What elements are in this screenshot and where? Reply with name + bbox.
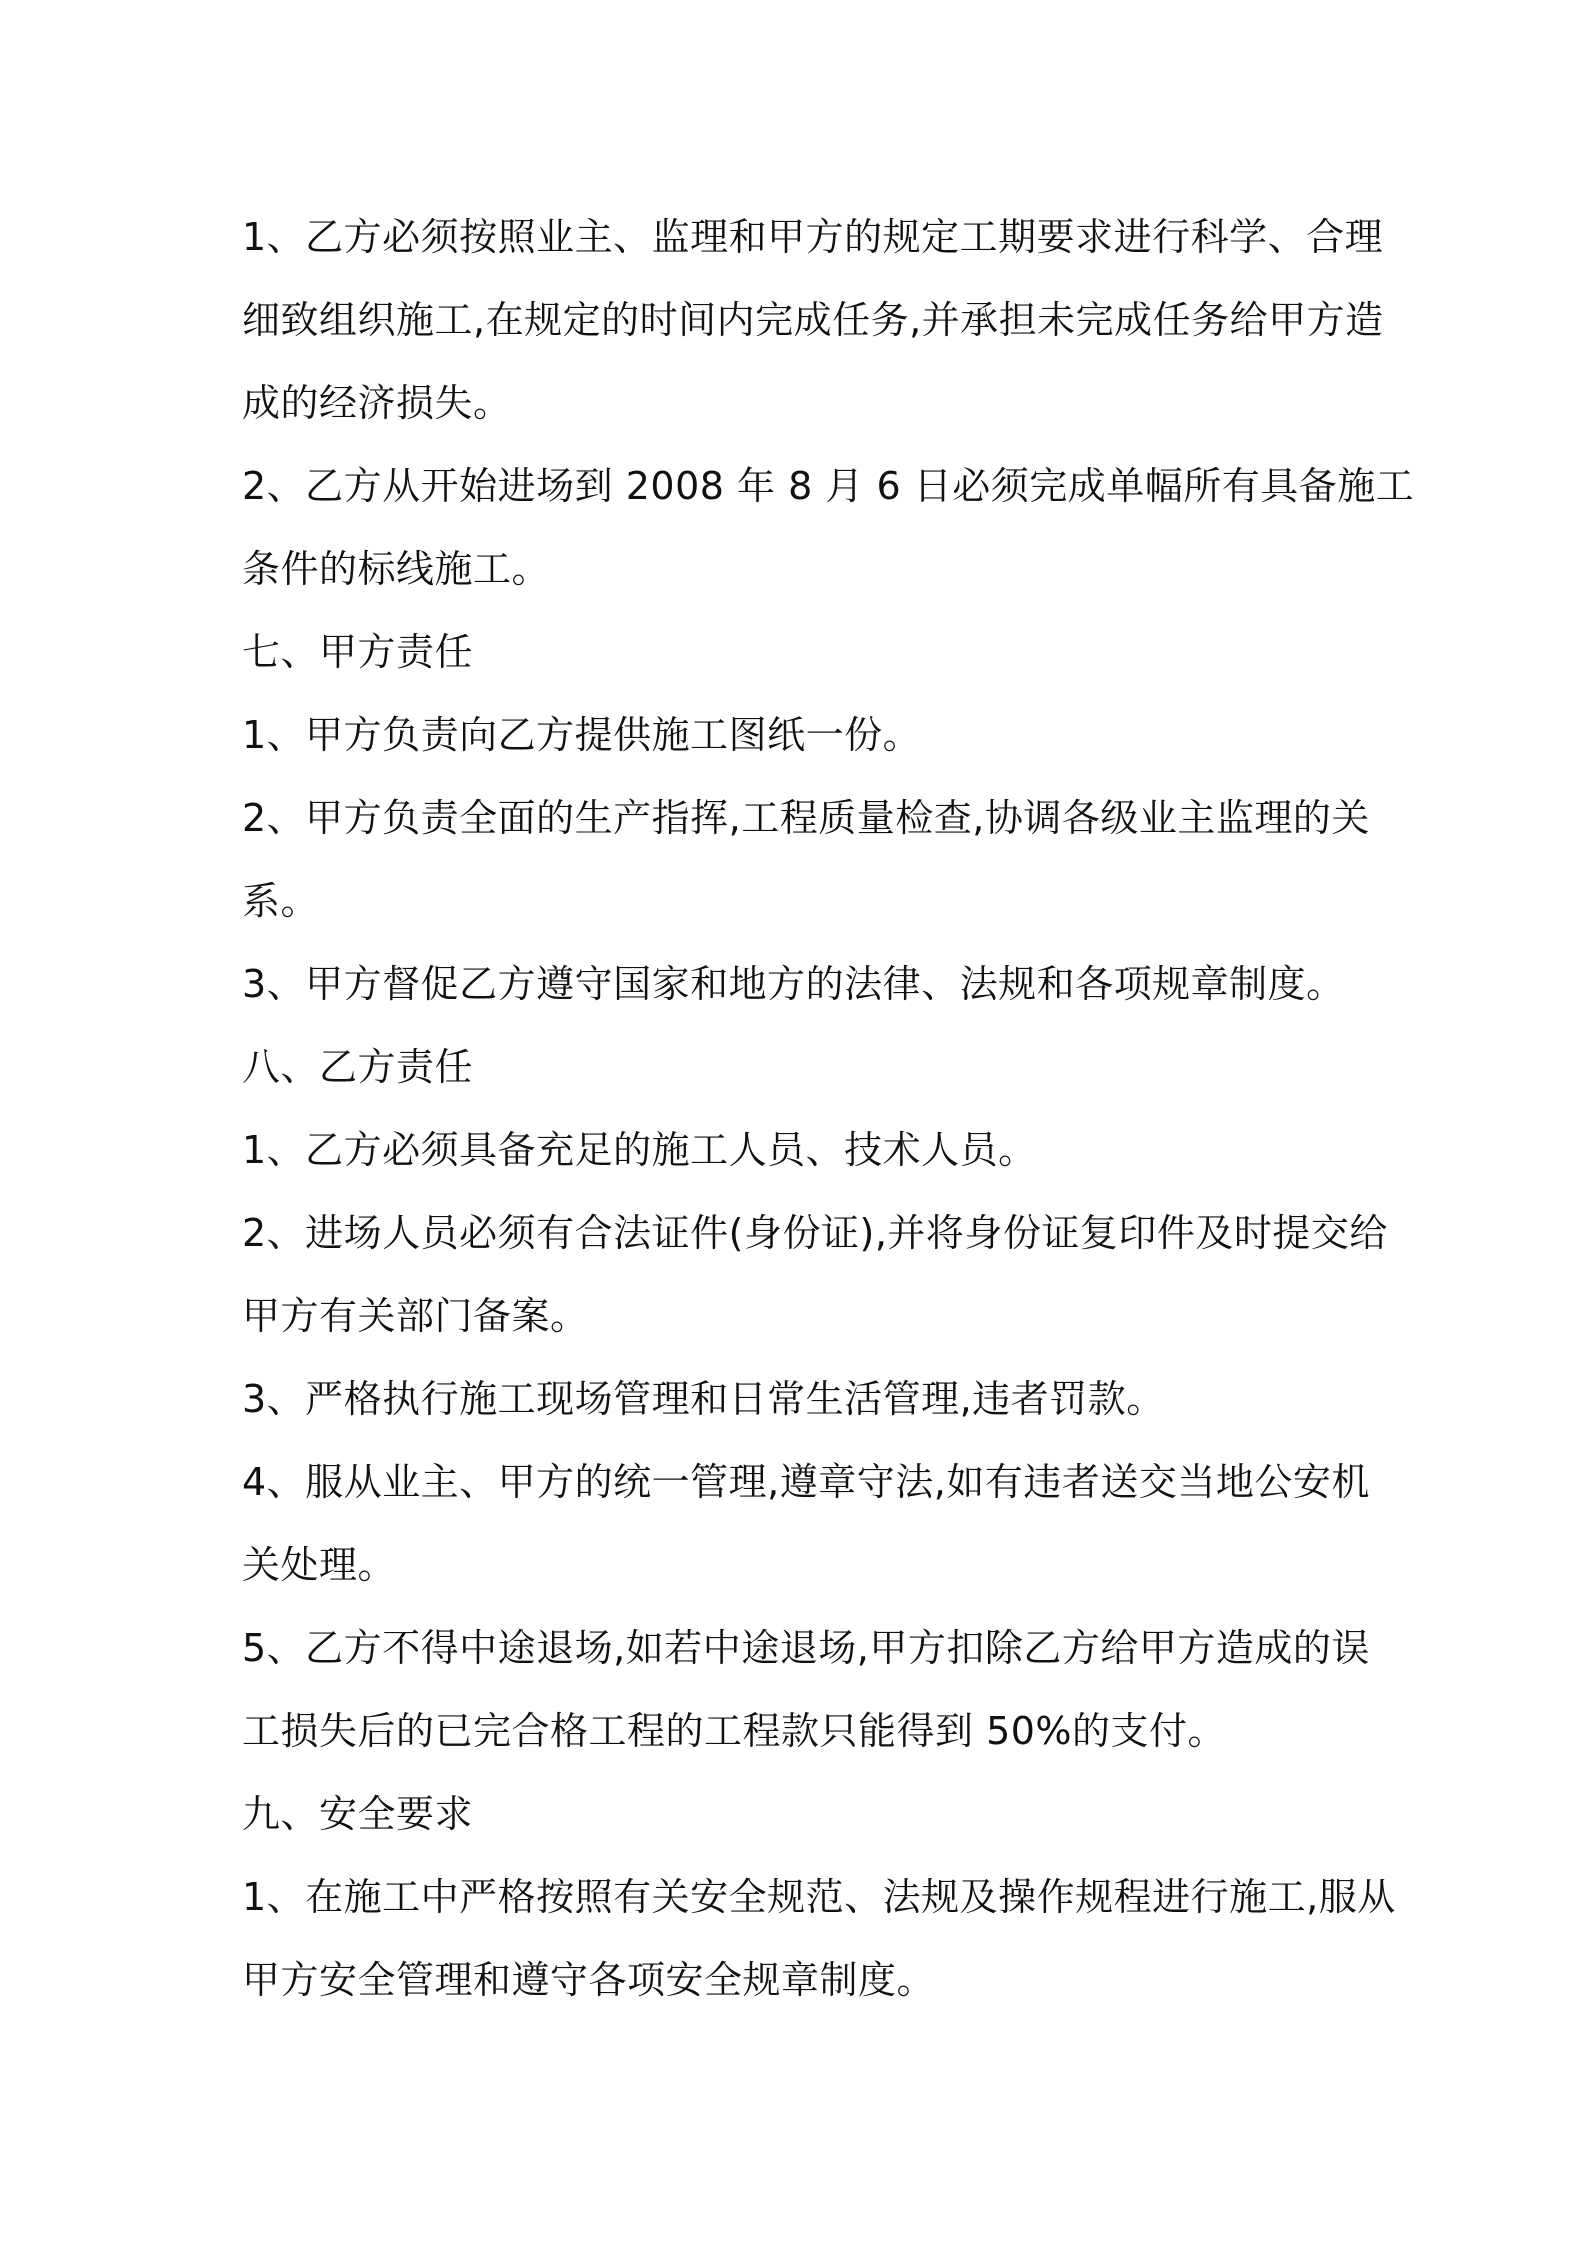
clause-line: 5、乙方不得中途退场,如若中途退场,甲方扣除乙方给甲方造成的误 bbox=[242, 1626, 1370, 1670]
clause-line: 1、乙方必须具备充足的施工人员、技术人员。 bbox=[242, 1128, 1037, 1172]
clause-line: 甲方安全管理和遵守各项安全规章制度。 bbox=[242, 1958, 936, 2002]
clause-line: 系。 bbox=[242, 879, 320, 923]
clause-line: 成的经济损失。 bbox=[242, 381, 512, 425]
clause-line: 3、严格执行施工现场管理和日常生活管理,违者罚款。 bbox=[242, 1377, 1165, 1421]
clause-line: 2、进场人员必须有合法证件(身份证),并将身份证复印件及时提交给 bbox=[242, 1211, 1388, 1255]
clause-line: 工损失后的已完合格工程的工程款只能得到 50%的支付。 bbox=[242, 1709, 1227, 1753]
clause-line: 条件的标线施工。 bbox=[242, 547, 551, 591]
section-heading: 七、甲方责任 bbox=[242, 630, 474, 674]
clause-line: 2、甲方负责全面的生产指挥,工程质量检查,协调各级业主监理的关 bbox=[242, 796, 1370, 840]
clause-line: 关处理。 bbox=[242, 1543, 397, 1587]
clause-line: 4、服从业主、甲方的统一管理,遵章守法,如有违者送交当地公安机 bbox=[242, 1460, 1370, 1504]
section-heading: 九、安全要求 bbox=[242, 1792, 474, 1836]
clause-line: 1、在施工中严格按照有关安全规范、法规及操作规程进行施工,服从 bbox=[242, 1875, 1396, 1919]
clause-line: 3、甲方督促乙方遵守国家和地方的法律、法规和各项规章制度。 bbox=[242, 962, 1345, 1006]
clause-line: 甲方有关部门备案。 bbox=[242, 1294, 589, 1338]
section-heading: 八、乙方责任 bbox=[242, 1045, 474, 1089]
clause-line: 1、乙方必须按照业主、监理和甲方的规定工期要求进行科学、合理 bbox=[242, 215, 1384, 259]
clause-line: 2、乙方从开始进场到 2008 年 8 月 6 日必须完成单幅所有具备施工 bbox=[242, 464, 1415, 508]
clause-line: 细致组织施工,在规定的时间内完成任务,并承担未完成任务给甲方造 bbox=[242, 298, 1384, 342]
clause-line: 1、甲方负责向乙方提供施工图纸一份。 bbox=[242, 713, 922, 757]
document-page bbox=[242, 196, 1415, 2022]
